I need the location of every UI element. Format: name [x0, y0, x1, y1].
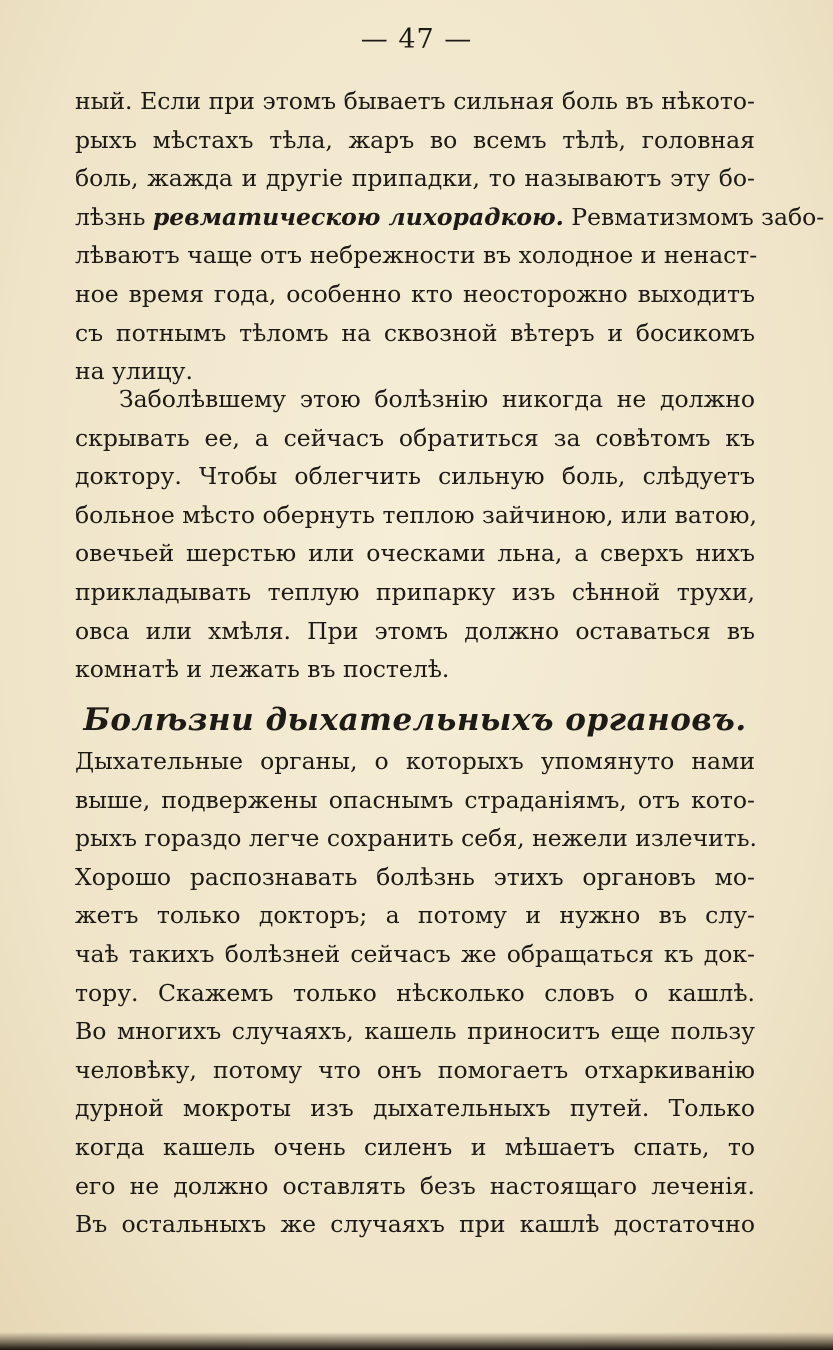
text-line: лѣваютъ чаще отъ небрежности въ холодное и ненаст-	[75, 241, 758, 270]
text-line	[75, 198, 825, 237]
text-line: Дыхательные органы, о которыхъ упомянуто нами	[75, 747, 755, 775]
text-fragment: лѣзнь	[75, 202, 146, 231]
text-line: Заболѣвшему этою болѣзнію никогда не должно	[119, 385, 755, 413]
text-line: выше, подвержены опаснымъ страданіямъ, отъ кото-	[75, 785, 755, 814]
text-line: Во многихъ случаяхъ, кашель приноситъ еще пользу	[75, 1017, 755, 1046]
text-line: съ потнымъ тѣломъ на сквозной вѣтеръ и босикомъ	[75, 318, 755, 347]
text-line: когда кашель очень силенъ и мѣшаетъ спать, то	[75, 1132, 755, 1161]
text-line: овса или хмѣля. При этомъ должно оставаться въ	[75, 616, 755, 645]
text-line: его не должно оставлять безъ настоящаго леченія.	[75, 1171, 755, 1200]
text-line: боль, жажда и другіе припадки, то называютъ эту бо-	[75, 164, 755, 193]
paragraph-respiratory-organs	[75, 742, 758, 1244]
text-line: рыхъ мѣстахъ тѣла, жаръ во всемъ тѣлѣ, головная	[75, 125, 755, 154]
text-line: Хорошо распознавать болѣзнь этихъ органовъ мо-	[75, 862, 755, 891]
paragraph-treatment	[75, 380, 755, 689]
text-line: чаѣ такихъ болѣзней сейчасъ же обращаться къ док-	[75, 939, 755, 968]
text-line: тору. Скажемъ только нѣсколько словъ о кашлѣ.	[75, 978, 755, 1007]
text-line: овечьей шерстью или оческами льна, а сверхъ нихъ	[75, 539, 755, 568]
text-line: человѣку, потому что онъ помогаетъ отхаркиванію	[75, 1055, 755, 1084]
text-line: ный. Если при этомъ бываетъ сильная боль въ нѣкото-	[75, 87, 755, 115]
paragraph-rheumatic-fever	[75, 82, 825, 391]
text-line: прикладывать теплую припарку изъ сѣнной трухи,	[75, 577, 755, 606]
text-line: доктору. Чтобы облегчить сильную боль, слѣдуетъ	[75, 462, 755, 491]
text-line: на улицу.	[75, 357, 193, 386]
italic-term: ревматическою лихорадкою.	[152, 202, 564, 231]
text-fragment: Ревматизмомъ забо-	[571, 202, 825, 231]
text-line: скрывать ее, а сейчасъ обратиться за совѣтомъ къ	[75, 423, 755, 452]
section-heading: Болѣзни дыхательныхъ органовъ.	[83, 702, 747, 738]
text-line: комнатѣ и лежать въ постелѣ.	[75, 655, 450, 684]
text-line: ное время года, особенно кто неосторожно выходитъ	[75, 279, 755, 308]
text-line: дурной мокроты изъ дыхательныхъ путей. Только	[75, 1094, 755, 1123]
page-number: — 47 —	[360, 24, 473, 55]
text-line: жетъ только докторъ; а потому и нужно въ слу-	[75, 901, 755, 930]
text-line: рыхъ гораздо легче сохранить себя, нежели излечить.	[75, 824, 758, 853]
page-edge-shadow	[0, 1332, 833, 1350]
text-line: больное мѣсто обернуть теплою зайчиною, или ватою,	[75, 500, 757, 529]
text-line: Въ остальныхъ же случаяхъ при кашлѣ достаточно	[75, 1210, 755, 1239]
